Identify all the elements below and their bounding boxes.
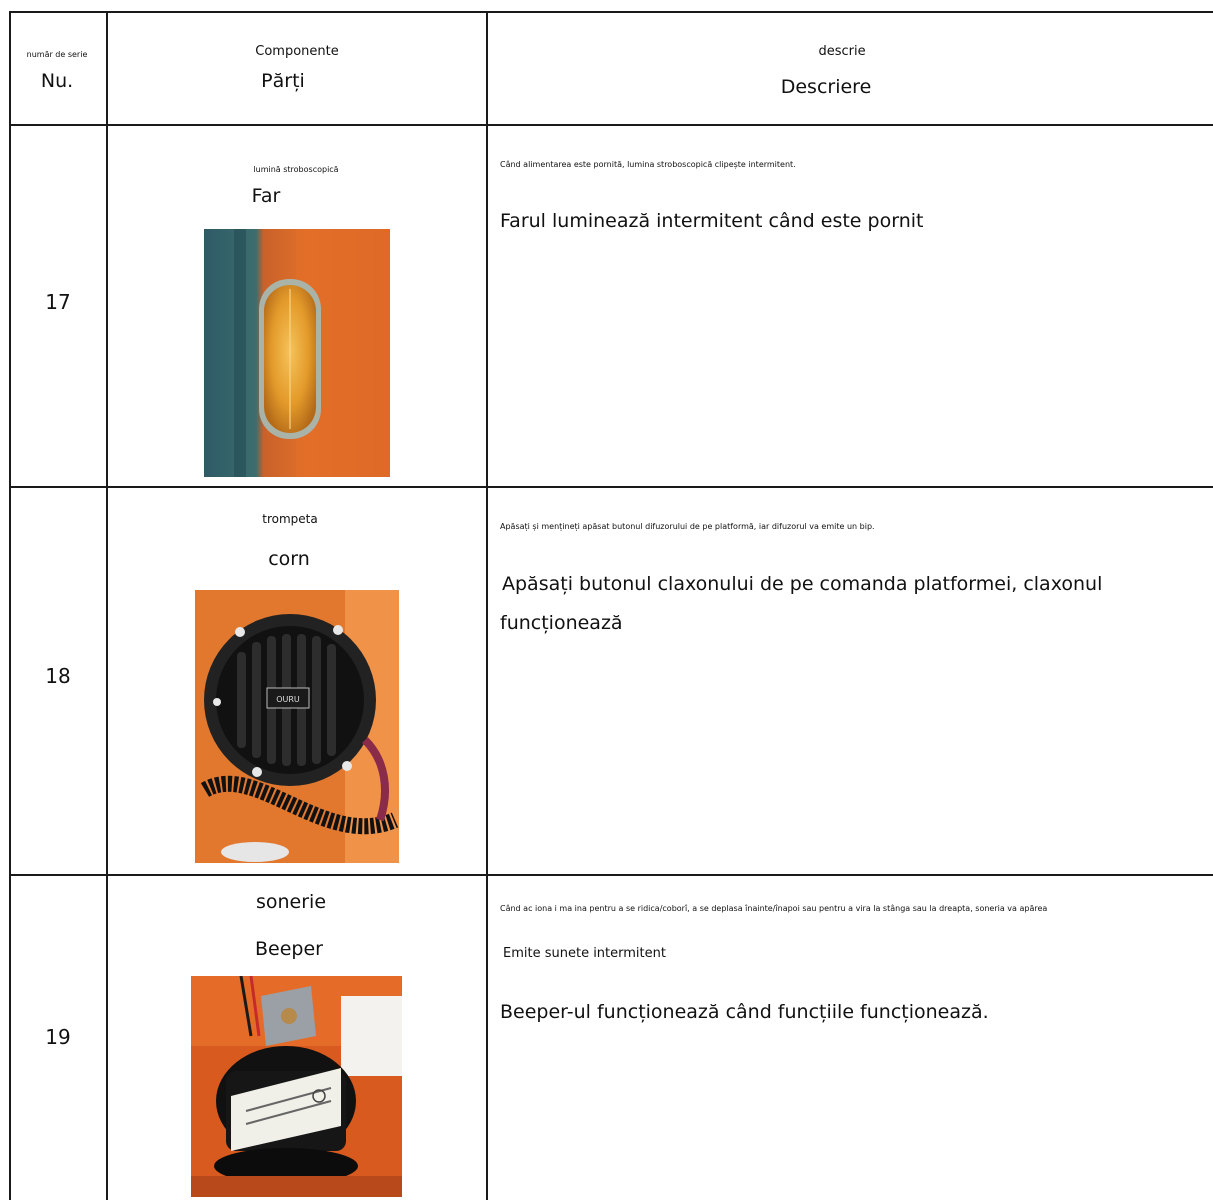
table-divider-row18	[9, 874, 1213, 876]
table-divider-row17	[9, 486, 1213, 488]
beeper-photo	[191, 976, 402, 1197]
desc-main: Farul luminează intermitent când este pornit	[500, 210, 924, 232]
desc-small: Apăsați și mențineți apăsat butonul difuzorului de pe platformă, iar difuzorul va emite un bip.	[500, 522, 875, 531]
row-number: 19	[45, 1025, 71, 1049]
table-divider-header	[9, 124, 1213, 126]
desc-main-line2: funcționează	[500, 612, 623, 634]
row-number: 17	[45, 290, 71, 314]
header-parts-label: Părți	[261, 70, 305, 92]
desc-main: Beeper-ul funcționează când funcțiile funcționează.	[500, 1001, 989, 1023]
row-number: 18	[45, 664, 71, 688]
header-parts-small: Componente	[255, 44, 339, 59]
header-desc-small: descrie	[818, 44, 866, 59]
part-name-small: sonerie	[255, 891, 327, 913]
table-border-left	[9, 11, 11, 1200]
part-name-small: trompeta	[262, 512, 318, 526]
header-desc-label: Descriere	[780, 76, 872, 98]
table-divider-col1	[106, 11, 108, 1200]
horn-badge-text: OURU	[276, 695, 300, 704]
table-divider-col2	[486, 11, 488, 1200]
desc-small: Când ac iona i ma ina pentru a se ridica/coborî, a se deplasa înainte/înapoi sau pentru a vira la stânga sau la dreapta, soneria va apărea	[500, 904, 1048, 913]
part-name: corn	[268, 548, 310, 570]
part-name-small: lumină stroboscopică	[253, 165, 339, 174]
header-no-label: Nu.	[40, 70, 74, 92]
desc-line2: Emite sunete intermitent	[503, 946, 666, 961]
strobe-light-photo	[204, 229, 390, 477]
table-border-top	[9, 11, 1213, 13]
part-name: Beeper	[255, 938, 323, 960]
part-name: Far	[251, 185, 281, 207]
header-no-small: număr de serie	[26, 50, 88, 59]
desc-small: Când alimentarea este pornită, lumina stroboscopică clipește intermitent.	[500, 160, 796, 169]
desc-main-line1: Apăsați butonul claxonului de pe comanda platformei, claxonul	[502, 573, 1103, 595]
horn-photo	[195, 590, 399, 863]
